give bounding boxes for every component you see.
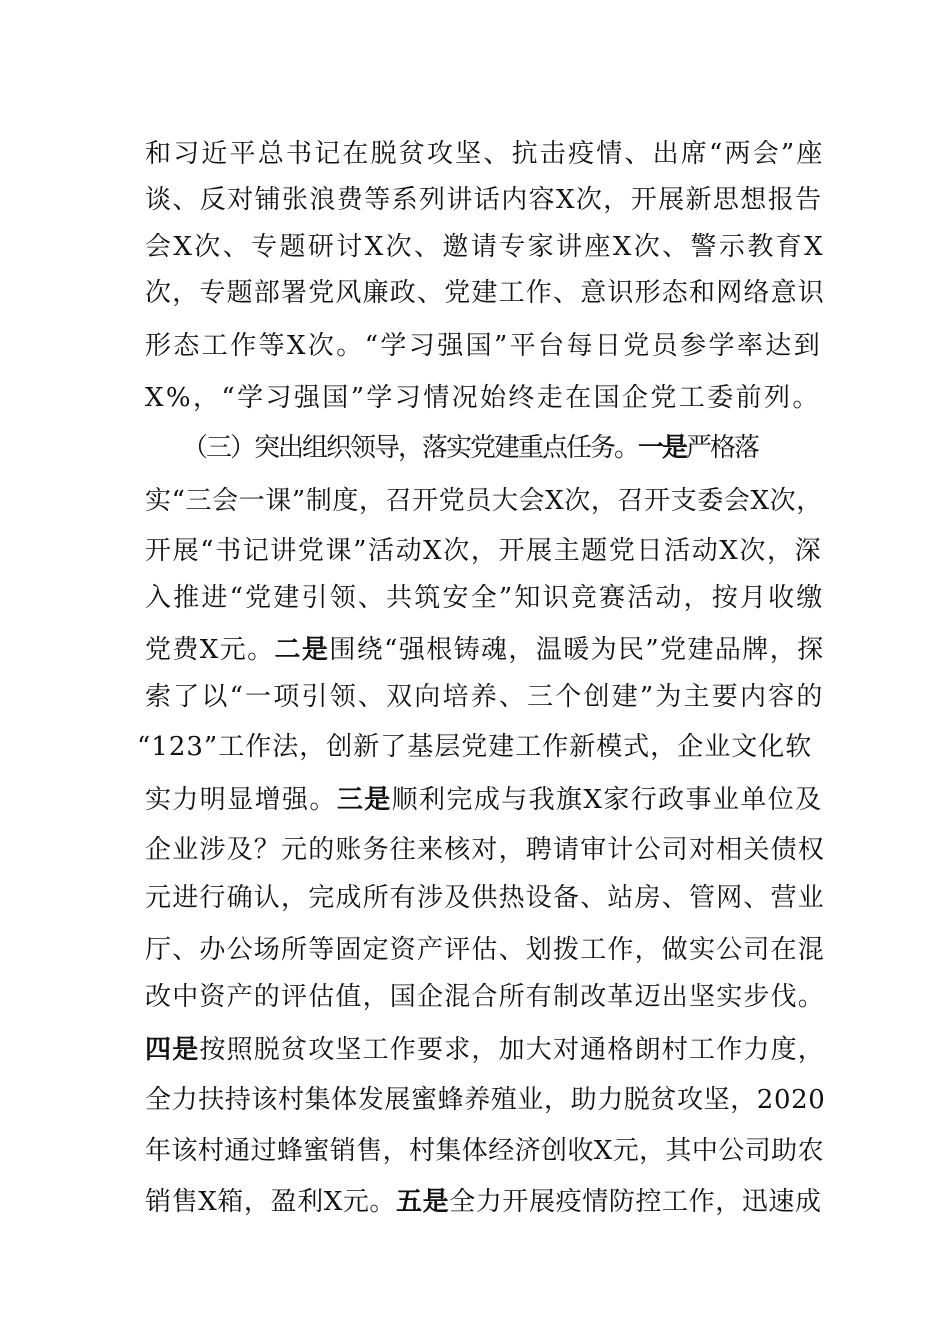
- text-run: 形态工作等X次。“学习强国”平台每日党员参学率达到: [145, 331, 823, 361]
- text-line: [145, 830, 825, 870]
- text-line: [145, 930, 825, 970]
- text-run: 围绕“强根铸魂，温暖为民”党建品牌，探: [329, 635, 825, 665]
- text-line: [145, 977, 825, 1017]
- text-line: [145, 578, 825, 618]
- text-run: 次，专题部署党风廉政、党建工作、意识形态和网络意识: [145, 278, 826, 308]
- text-run: （三）突出组织领导，落实党建重点任务。: [182, 433, 639, 463]
- text-run: 按照脱贫攻坚工作要求，加大对通格朗村工作力度，: [199, 1035, 826, 1065]
- text-line: [145, 677, 825, 717]
- text-run: 索了以“一项引领、双向培养、三个创建”为主要内容的: [145, 682, 825, 712]
- text-line: [145, 134, 825, 174]
- text-run: 销售X箱，盈利X元。: [145, 1187, 397, 1217]
- text-line: [145, 531, 825, 571]
- text-run: 和习近平总书记在脱贫攻坚、抗击疫情、出席“两会”座: [145, 139, 825, 169]
- text-run: 谈、反对铺张浪费等系列讲话内容X次，开展新思想报告: [145, 185, 823, 215]
- text-run: 全力开展疫情防控工作，迅速成: [449, 1187, 822, 1217]
- bold-ordinal: 五是: [396, 1187, 450, 1217]
- bold-ordinal: 三是: [336, 785, 392, 815]
- text-line: [145, 1030, 825, 1070]
- text-line: [145, 326, 825, 366]
- bold-ordinal: 二是: [274, 635, 330, 665]
- bold-ordinal: 四是: [145, 1035, 200, 1065]
- text-line: [145, 481, 825, 521]
- text-run: “123”工作法，创新了基层党建工作新模式，企业文化软: [137, 732, 813, 762]
- text-run: 厅、办公场所等固定资产评估、划拨工作，做实公司在混: [145, 935, 826, 965]
- text-run: 实“三会一课”制度，召开党员大会X次，召开支委会X次，: [145, 486, 823, 516]
- text-line: [137, 727, 817, 767]
- text-run: 开展“书记讲党课”活动X次，开展主题党日活动X次，深: [145, 536, 823, 566]
- text-line: [145, 180, 825, 220]
- text-line: [182, 428, 862, 468]
- text-line: [145, 1182, 825, 1222]
- text-line: [145, 273, 825, 313]
- text-line: [145, 227, 825, 267]
- text-line: [145, 1131, 825, 1171]
- text-line: [145, 878, 825, 918]
- text-run: 严格落: [686, 433, 759, 463]
- text-run: 实力明显增强。: [145, 785, 337, 815]
- text-line: [145, 378, 825, 418]
- text-run: 党费X元。: [145, 635, 275, 665]
- text-line: [145, 630, 825, 670]
- bold-ordinal: 一是: [638, 433, 687, 463]
- text-run: 会X次、专题研讨X次、邀请专家讲座X次、警示教育X: [145, 232, 826, 262]
- text-run: 元进行确认，完成所有涉及供热设备、站房、管网、营业: [145, 883, 826, 913]
- text-run: 入推进“党建引领、共筑安全”知识竞赛活动，按月收缴: [145, 583, 825, 613]
- text-run: 顺利完成与我旗X家行政事业单位及: [391, 785, 823, 815]
- text-run: 年该村通过蜂蜜销售，村集体经济创收X元，其中公司助农: [145, 1136, 824, 1166]
- text-line: [145, 780, 825, 820]
- text-line: [145, 1080, 825, 1120]
- text-run: 全力扶持该村集体发展蜜蜂养殖业，助力脱贫攻坚，2020: [145, 1085, 826, 1115]
- text-run: X%，“学习强国”学习情况始终走在国企党工委前列。: [145, 383, 821, 413]
- text-run: 改中资产的评估值，国企混合所有制改革迈出坚实步伐。: [145, 982, 826, 1012]
- text-run: 企业涉及？元的账务往来核对，聘请审计公司对相关债权: [145, 835, 826, 865]
